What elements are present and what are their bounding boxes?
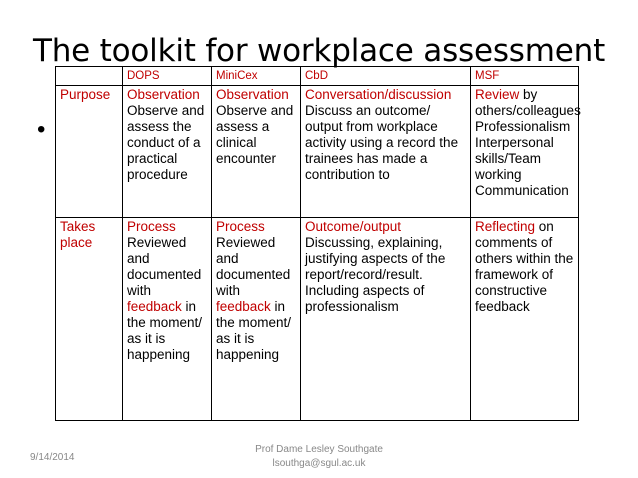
header-dops: DOPS (123, 67, 212, 86)
row-label-takes-place: Takes place (56, 218, 123, 421)
footer-author: Prof Dame Lesley Southgate (255, 444, 383, 455)
cell-purpose-cbd (301, 86, 471, 218)
header-minicex: MiniCex (212, 67, 301, 86)
cell-takes-dops (123, 218, 212, 421)
purpose-msf-line2: Interpersonal skills/Team working (475, 135, 554, 182)
toolkit-table (55, 66, 579, 421)
cell-takes-cbd (301, 218, 471, 421)
cell-purpose-dops (123, 86, 212, 218)
takes-dops-text-after: in the moment/ as it is happening (127, 299, 203, 362)
footer-credit (219, 443, 419, 471)
keyword-outcome: Outcome/output (305, 219, 402, 234)
takes-minicex-text-before: Reviewed and documented with (216, 235, 291, 298)
keyword-process: Process (216, 219, 265, 234)
bullet-point: • (37, 116, 46, 143)
table-header-row (56, 67, 579, 86)
takes-msf-text: on comments of others within the framework of constructive feedback (475, 219, 574, 314)
header-cbd: CbD (301, 67, 471, 86)
table-row-purpose (56, 86, 579, 218)
header-empty (56, 67, 123, 86)
footer-email: lsouthga@sgul.ac.uk (272, 458, 366, 469)
keyword-process: Process (127, 219, 176, 234)
purpose-dops-text: Observe and assess the conduct of a practical procedure (127, 103, 205, 182)
keyword-reflecting: Reflecting (475, 219, 536, 234)
takes-cbd-text: Discussing, explaining, justifying aspects of the report/record/result. Including aspects of professionalism (305, 235, 446, 314)
cell-takes-minicex (212, 218, 301, 421)
slide-title: The toolkit for workplace assessment (32, 33, 606, 69)
keyword-conversation: Conversation/discussion (305, 87, 452, 102)
cell-purpose-msf (471, 86, 579, 218)
purpose-msf-after-keyword: by others/colleagues (475, 87, 581, 118)
purpose-cbd-text: Discuss an outcome/ output from workplace activity using a record the trainees has made a contribution to (305, 103, 459, 182)
keyword-observation: Observation (127, 87, 200, 102)
table-row-takes-place (56, 218, 579, 421)
purpose-minicex-text: Observe and assess a clinical encounter (216, 103, 294, 166)
cell-purpose-minicex (212, 86, 301, 218)
footer-date: 9/14/2014 (30, 452, 75, 463)
takes-minicex-text-after: in the moment/ as it is happening (216, 299, 292, 362)
cell-takes-msf (471, 218, 579, 421)
row-label-purpose: Purpose (56, 86, 123, 218)
header-msf: MSF (471, 67, 579, 86)
keyword-review: Review (475, 87, 520, 102)
purpose-msf-line3: Communication (475, 183, 569, 198)
keyword-feedback: feedback (216, 299, 271, 314)
keyword-feedback: feedback (127, 299, 182, 314)
purpose-msf-line1: Professionalism (475, 119, 571, 134)
keyword-observation: Observation (216, 87, 289, 102)
takes-dops-text-before: Reviewed and documented with (127, 235, 202, 298)
